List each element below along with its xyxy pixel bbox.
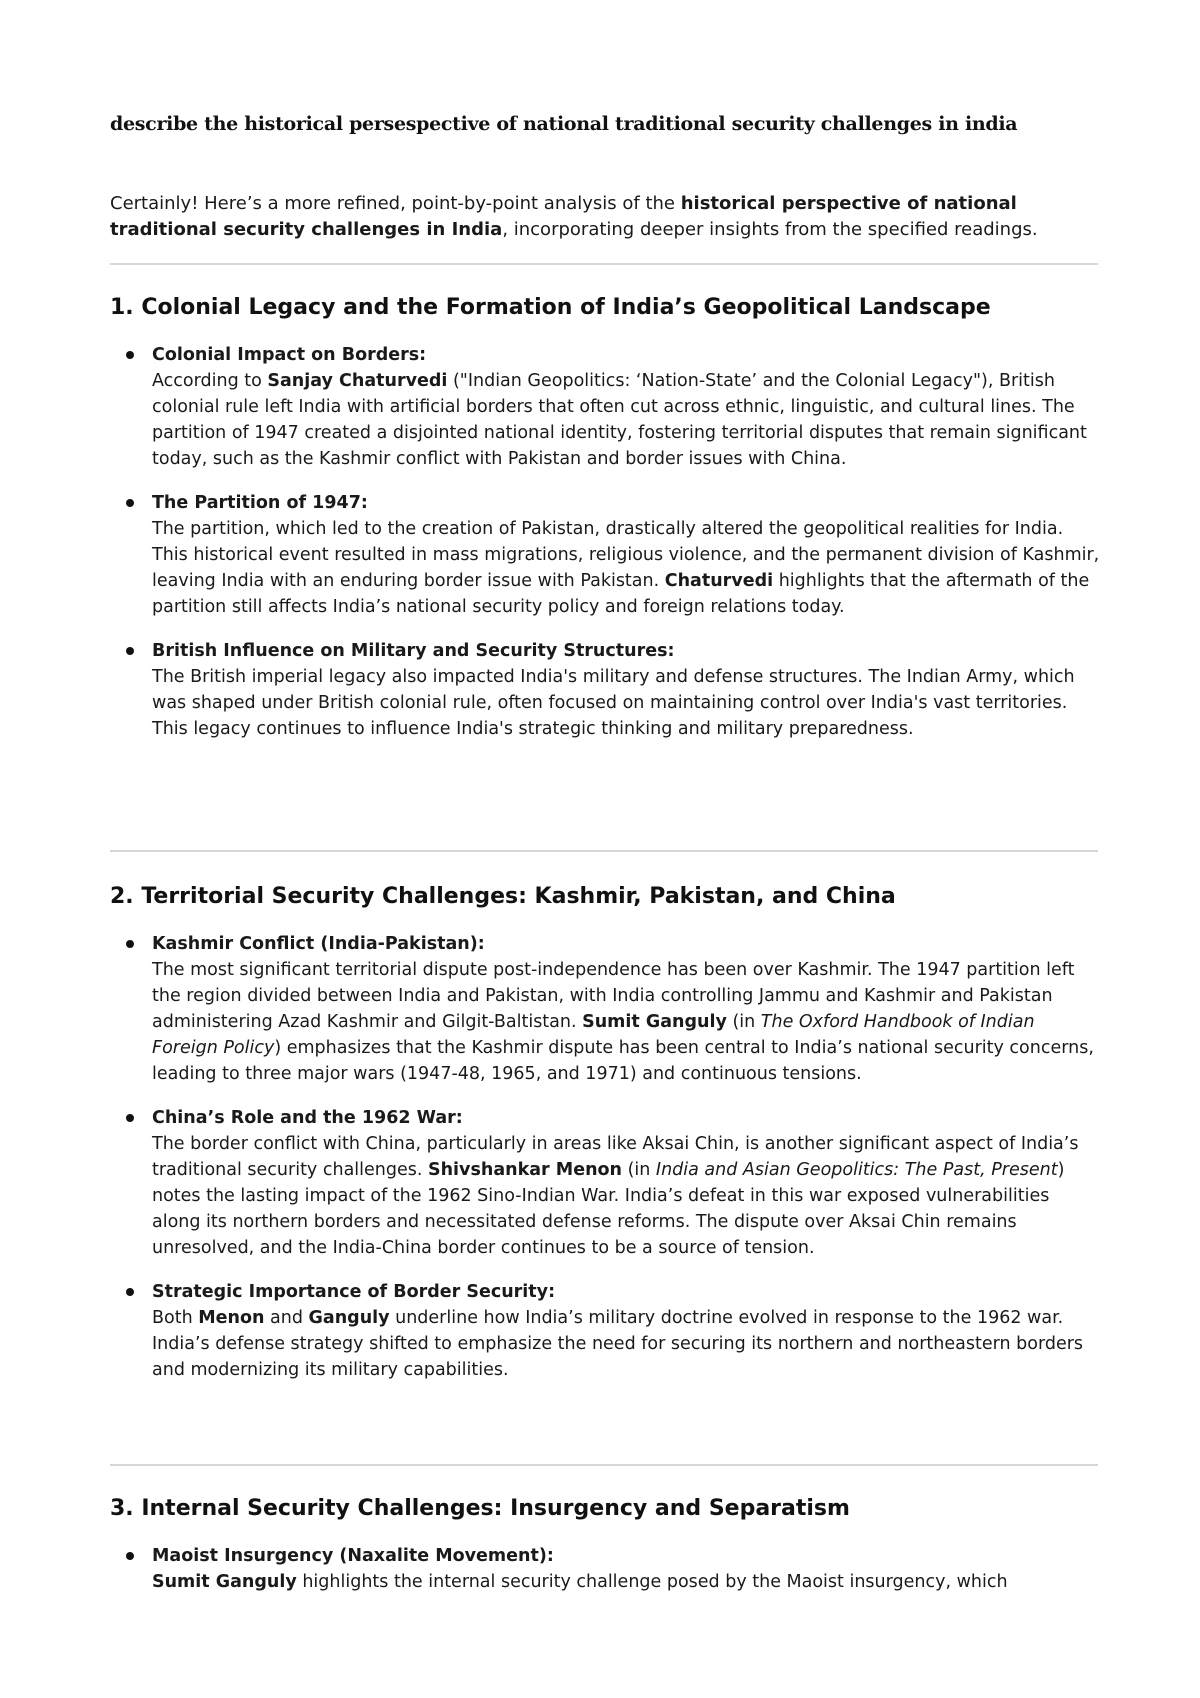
- section-heading: 2. Territorial Security Challenges: Kashmir, Pakistan, and China: [110, 884, 896, 909]
- divider: [110, 263, 1098, 265]
- bullet-icon: [126, 351, 134, 359]
- list-item: [110, 638, 1100, 742]
- body-text: According to: [152, 371, 268, 391]
- intro-text: Certainly! Here’s a more refined, point-by-point analysis of the: [110, 193, 681, 214]
- bullet-icon: [126, 1114, 134, 1122]
- item-title: China’s Role and the 1962 War:: [152, 1108, 463, 1128]
- list-item: [110, 1105, 1100, 1261]
- bullet-icon: [126, 1288, 134, 1296]
- intro-text-end: , incorporating deeper insights from the specified readings.: [502, 219, 1038, 240]
- prompt-title: describe the historical persespective of national traditional security challenges in india: [110, 113, 1018, 135]
- list-item: [110, 1279, 1100, 1383]
- item-title: Strategic Importance of Border Security:: [152, 1282, 556, 1302]
- author-name: Sumit Ganguly: [582, 1012, 727, 1032]
- bullet-list: [110, 1543, 1100, 1595]
- author-name: Chaturvedi: [664, 571, 774, 591]
- bullet-list: [110, 342, 1100, 742]
- body-text: ) notes the lasting impact of the 1962 Sino-Indian War. India’s defeat in this war exposed vulnerabilities along its northern borders and necessitated defense reforms. The dispute over Aksai Chin remains unresolved, and the India-China border continues to be a source of tension.: [152, 1160, 1065, 1258]
- divider: [110, 1464, 1098, 1466]
- author-name: Sanjay Chaturvedi: [267, 371, 448, 391]
- section-heading: 3. Internal Security Challenges: Insurgency and Separatism: [110, 1496, 850, 1521]
- intro-paragraph: [110, 191, 1100, 243]
- item-body: [152, 368, 1100, 472]
- item-title: Kashmir Conflict (India-Pakistan):: [152, 934, 485, 954]
- list-item: [110, 931, 1100, 1087]
- body-text: ) emphasizes that the Kashmir dispute has been central to India’s national security concerns, leading to three major wars (1947-48, 1965, and 1971) and continuous tensions.: [152, 1038, 1094, 1084]
- author-name: Menon: [198, 1308, 265, 1328]
- body-text: underline how India’s military doctrine evolved in response to the 1962 war. India’s defense strategy shifted to emphasize the need for securing its northern and northeastern borders and modernizing its military capabilities.: [152, 1308, 1084, 1380]
- body-text: Both: [152, 1308, 199, 1328]
- section-heading: 1. Colonial Legacy and the Formation of India’s Geopolitical Landscape: [110, 295, 991, 320]
- author-name: Shivshankar Menon: [428, 1160, 623, 1180]
- item-title: Colonial Impact on Borders:: [152, 345, 427, 365]
- list-item: [110, 490, 1100, 620]
- body-text: highlights that the aftermath of the partition still affects India’s national security policy and foreign relations today.: [152, 571, 1090, 617]
- bullet-icon: [126, 499, 134, 507]
- item-body: [152, 1569, 1100, 1595]
- book-title: The Oxford Handbook of Indian Foreign Policy: [152, 1012, 1035, 1058]
- item-title: The Partition of 1947:: [152, 493, 368, 513]
- body-text: (in: [726, 1012, 761, 1032]
- author-name: Ganguly: [308, 1308, 390, 1328]
- body-text: The most significant territorial dispute post-independence has been over Kashmir. The 1947 partition left the region divided between India and Pakistan, with India controlling Jammu and Kashmir and Pakistan administering Azad Kashmir and Gilgit-Baltistan.: [152, 960, 1075, 1032]
- item-body: [152, 1305, 1100, 1383]
- item-body: [152, 957, 1100, 1087]
- body-text: The border conflict with China, particularly in areas like Aksai Chin, is another significant aspect of India’s traditional security challenges.: [152, 1134, 1079, 1180]
- body-text: and: [264, 1308, 309, 1328]
- item-body: [152, 1131, 1100, 1261]
- book-title: India and Asian Geopolitics: The Past, Present: [655, 1160, 1058, 1180]
- section-colonial-legacy: [110, 293, 1100, 742]
- list-item: [110, 342, 1100, 472]
- body-text: (in: [622, 1160, 656, 1180]
- item-title: Maoist Insurgency (Naxalite Movement):: [152, 1546, 554, 1566]
- section-territorial-challenges: [110, 882, 1100, 1383]
- item-body: The British imperial legacy also impacted India's military and defense structures. The Indian Army, which was shaped under British colonial rule, often focused on maintaining control over India's vast territories. This legacy continues to influence India's strategic thinking and military preparedness.: [152, 667, 1075, 739]
- bullet-list: [110, 931, 1100, 1383]
- bullet-icon: [126, 647, 134, 655]
- body-text: ("Indian Geopolitics: ‘Nation-State’ and the Colonial Legacy"), British colonial rule left India with artificial borders that often cut across ethnic, linguistic, and cultural lines. The partition of 1947 created a disjointed national identity, fostering territorial disputes that remain significant today, such as the Kashmir conflict with Pakistan and border issues with China.: [152, 371, 1087, 469]
- intro-bold: historical perspective of national traditional security challenges in India: [110, 193, 1017, 240]
- item-body: [152, 516, 1100, 620]
- list-item: [110, 1543, 1100, 1595]
- body-text: highlights the internal security challenge posed by the Maoist insurgency, which: [296, 1572, 1008, 1592]
- bullet-icon: [126, 940, 134, 948]
- author-name: Sumit Ganguly: [152, 1572, 297, 1592]
- bullet-icon: [126, 1552, 134, 1560]
- item-title: British Influence on Military and Security Structures:: [152, 641, 675, 661]
- divider: [110, 850, 1098, 852]
- section-internal-challenges: [110, 1494, 1100, 1595]
- body-text: The partition, which led to the creation of Pakistan, drastically altered the geopolitical realities for India. This historical event resulted in mass migrations, religious violence, and the permanent division of Kashmir, leaving India with an enduring border issue with Pakistan.: [152, 519, 1100, 591]
